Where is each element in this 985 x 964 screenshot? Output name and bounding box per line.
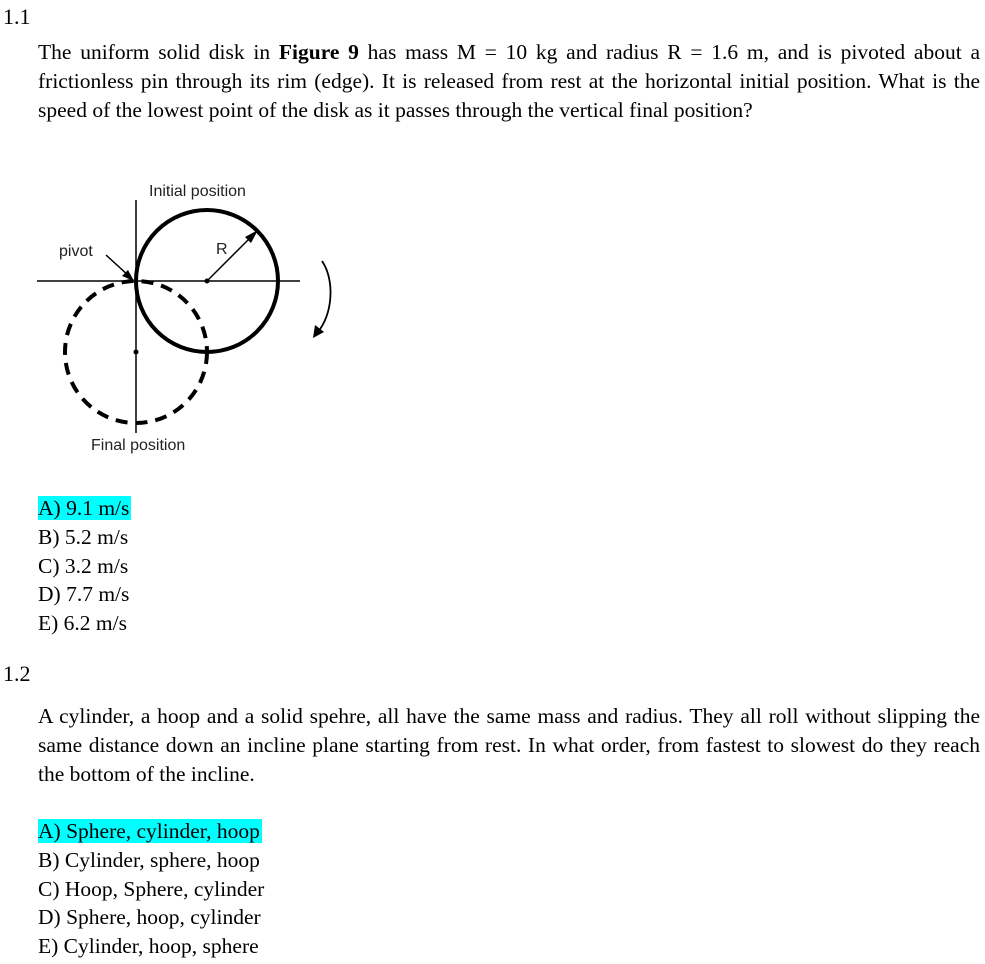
choice-c[interactable]: C) Hoop, Sphere, cylinder [38,876,265,901]
radius-line [207,235,253,281]
answer-choices [38,494,131,638]
choice-d[interactable]: D) 7.7 m/s [38,582,130,607]
answer-choices [38,817,266,961]
initial-center-dot [205,279,210,284]
final-position-label: Final position [91,437,186,454]
choice-c[interactable]: C) 3.2 m/s [38,553,129,578]
final-center-dot [134,350,139,355]
question-number: 1.2 [3,661,31,686]
pivot-label: pivot [59,243,93,260]
choice-e[interactable]: E) 6.2 m/s [38,611,127,636]
choice-a[interactable]: A) Sphere, cylinder, hoop [38,819,260,843]
question-text [38,38,980,125]
question-number: 1.1 [3,4,31,29]
choice-e[interactable]: E) Cylinder, hoop, sphere [38,934,259,959]
rotation-arrow [317,261,331,333]
choice-b[interactable]: B) Cylinder, sphere, hoop [38,847,260,872]
choice-d[interactable]: D) Sphere, hoop, cylinder [38,905,261,930]
question-text-end: has mass M = 10 kg and radius R = 1.6 m, and is pivoted about a frictionless pin through its rim (edge). It is released from rest at the horizontal initial position. What is the speed of the lowest point of the disk as it passes through the vertical final position? [38,40,980,122]
question-text: A cylinder, a hoop and a solid spehre, all have the same mass and radius. They all roll without slipping the same distance down an incline plane starting from rest. In what order, from fastest to slowest do they reach the bottom of the incline. [38,704,980,786]
figure-reference: Figure 9 [278,40,359,64]
radius-label: R [216,241,228,258]
choice-b[interactable]: B) 5.2 m/s [38,524,129,549]
initial-position-label: Initial position [149,183,246,200]
choice-a[interactable]: A) 9.1 m/s [38,496,130,520]
disk-figure [30,175,350,465]
question-text-start: The uniform solid disk in [38,40,279,64]
